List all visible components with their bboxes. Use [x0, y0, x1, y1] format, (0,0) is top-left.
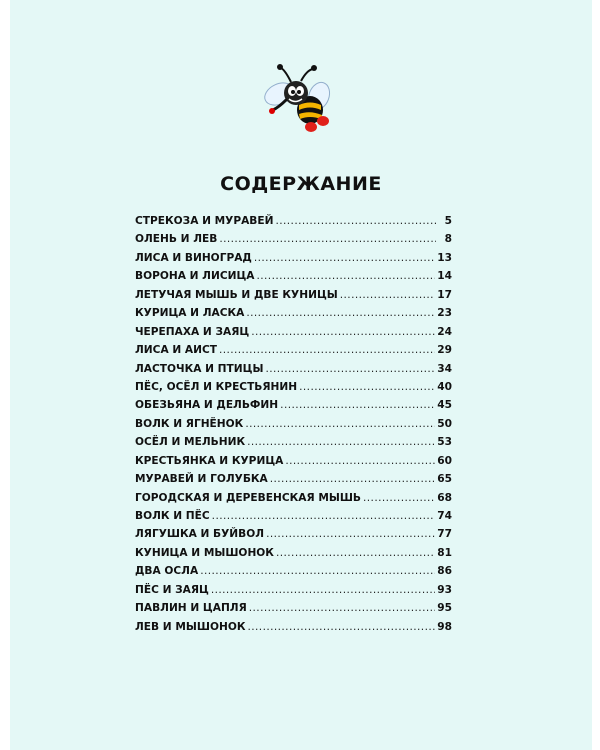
toc-entry-page: 45: [437, 399, 452, 412]
toc-entry-title: ОЛЕНЬ И ЛЕВ: [135, 233, 218, 246]
toc-entry-page: 77: [437, 528, 452, 541]
toc-entry-title: ПЁС И ЗАЯЦ: [135, 583, 209, 596]
dot-leader: [285, 452, 435, 470]
toc-entry: [135, 267, 452, 285]
table-of-contents: [135, 212, 452, 636]
dot-leader: [266, 525, 435, 543]
toc-entry-page: 40: [437, 380, 452, 393]
toc-entry-title: ПАВЛИН И ЦАПЛЯ: [135, 602, 247, 615]
toc-entry-page: 34: [437, 362, 452, 375]
toc-entry: [135, 562, 452, 580]
dot-leader: [246, 304, 435, 322]
toc-entry-title: ЛИСА И ВИНОГРАД: [135, 251, 252, 264]
toc-entry-title: ОБЕЗЬЯНА И ДЕЛЬФИН: [135, 399, 279, 412]
toc-entry: [135, 249, 452, 267]
dot-leader: [257, 267, 436, 285]
toc-entry-page: 14: [437, 270, 452, 283]
toc-entry-page: 65: [437, 473, 452, 486]
toc-entry-title: ЛЕВ И МЫШОНОК: [135, 620, 246, 633]
dot-leader: [275, 212, 436, 230]
toc-entry: [135, 470, 452, 488]
dot-leader: [211, 581, 435, 599]
toc-entry-page: 24: [437, 325, 452, 338]
dot-leader: [363, 489, 435, 507]
toc-entry-page: 5: [444, 215, 452, 227]
toc-entry: [135, 304, 452, 322]
toc-entry: [135, 212, 452, 230]
toc-entry-title: ВОРОНА И ЛИСИЦА: [135, 270, 255, 283]
toc-entry-page: 74: [437, 510, 452, 522]
toc-entry: [135, 581, 452, 599]
page-title: СОДЕРЖАНИЕ: [220, 173, 382, 195]
dot-leader: [247, 433, 435, 451]
toc-entry-title: ПЁС, ОСЁЛ И КРЕСТЬЯНИН: [135, 380, 298, 393]
toc-entry-page: 8: [444, 233, 452, 246]
toc-entry-page: 60: [437, 454, 452, 467]
toc-entry-title: ЧЕРЕПАХА И ЗАЯЦ: [135, 325, 250, 338]
toc-entry-page: 98: [437, 620, 452, 633]
dot-leader: [212, 507, 436, 525]
toc-entry-title: ЛЕТУЧАЯ МЫШЬ И ДВЕ КУНИЦЫ: [135, 288, 338, 301]
toc-entry: [135, 507, 452, 525]
toc-entry: [135, 433, 452, 451]
toc-entry-page: 17: [437, 288, 452, 301]
toc-entry-title: ЛИСА И АИСТ: [135, 344, 217, 357]
toc-entry-page: 50: [437, 417, 452, 430]
toc-entry-page: 93: [437, 583, 452, 596]
toc-entry: [135, 360, 452, 378]
toc-entry: [135, 378, 452, 396]
toc-entry: [135, 525, 452, 543]
dot-leader: [248, 618, 436, 636]
toc-entry-title: КУРИЦА И ЛАСКА: [135, 307, 245, 320]
toc-entry: [135, 323, 452, 341]
toc-entry-title: ДВА ОСЛА: [135, 565, 199, 578]
toc-entry: [135, 452, 452, 470]
dot-leader: [249, 599, 435, 617]
toc-entry-page: 95: [437, 602, 452, 615]
dot-leader: [270, 470, 436, 488]
bee-mascot-icon: [255, 60, 335, 136]
toc-entry-page: 29: [437, 344, 452, 357]
dot-leader: [280, 396, 435, 414]
toc-entry-page: 68: [437, 491, 452, 504]
toc-entry-title: ВОЛК И ПЁС: [135, 510, 210, 522]
dot-leader: [251, 323, 435, 341]
dot-leader: [265, 360, 435, 378]
toc-entry-title: ГОРОДСКАЯ И ДЕРЕВЕНСКАЯ МЫШЬ: [135, 491, 362, 504]
toc-entry-title: СТРЕКОЗА И МУРАВЕЙ: [135, 215, 274, 227]
toc-entry: [135, 286, 452, 304]
toc-entry: [135, 396, 452, 414]
toc-entry-title: КУНИЦА И МЫШОНОК: [135, 546, 274, 559]
toc-entry: [135, 341, 452, 359]
toc-entry: [135, 544, 452, 562]
toc-entry-title: ЛАСТОЧКА И ПТИЦЫ: [135, 362, 264, 375]
toc-entry-page: 23: [437, 307, 452, 320]
toc-entry: [135, 415, 452, 433]
toc-entry-title: КРЕСТЬЯНКА И КУРИЦА: [135, 454, 284, 467]
toc-entry: [135, 618, 452, 636]
toc-entry: [135, 230, 452, 248]
toc-entry-title: ОСЁЛ И МЕЛЬНИК: [135, 436, 246, 449]
dot-leader: [219, 230, 436, 248]
toc-entry-title: МУРАВЕЙ И ГОЛУБКА: [135, 473, 268, 486]
dot-leader: [299, 378, 435, 396]
toc-entry: [135, 489, 452, 507]
toc-entry-page: 81: [437, 546, 452, 559]
toc-entry-title: ЛЯГУШКА И БУЙВОЛ: [135, 528, 265, 541]
toc-entry-page: 86: [437, 565, 452, 578]
dot-leader: [219, 341, 435, 359]
dot-leader: [276, 544, 435, 562]
toc-entry-title: ВОЛК И ЯГНЁНОК: [135, 417, 244, 430]
toc-entry-page: 53: [437, 436, 452, 449]
toc-entry: [135, 599, 452, 617]
dot-leader: [254, 249, 435, 267]
dot-leader: [200, 562, 435, 580]
dot-leader: [340, 286, 435, 304]
book-page: [10, 0, 592, 750]
dot-leader: [245, 415, 435, 433]
toc-entry-page: 13: [437, 251, 452, 264]
